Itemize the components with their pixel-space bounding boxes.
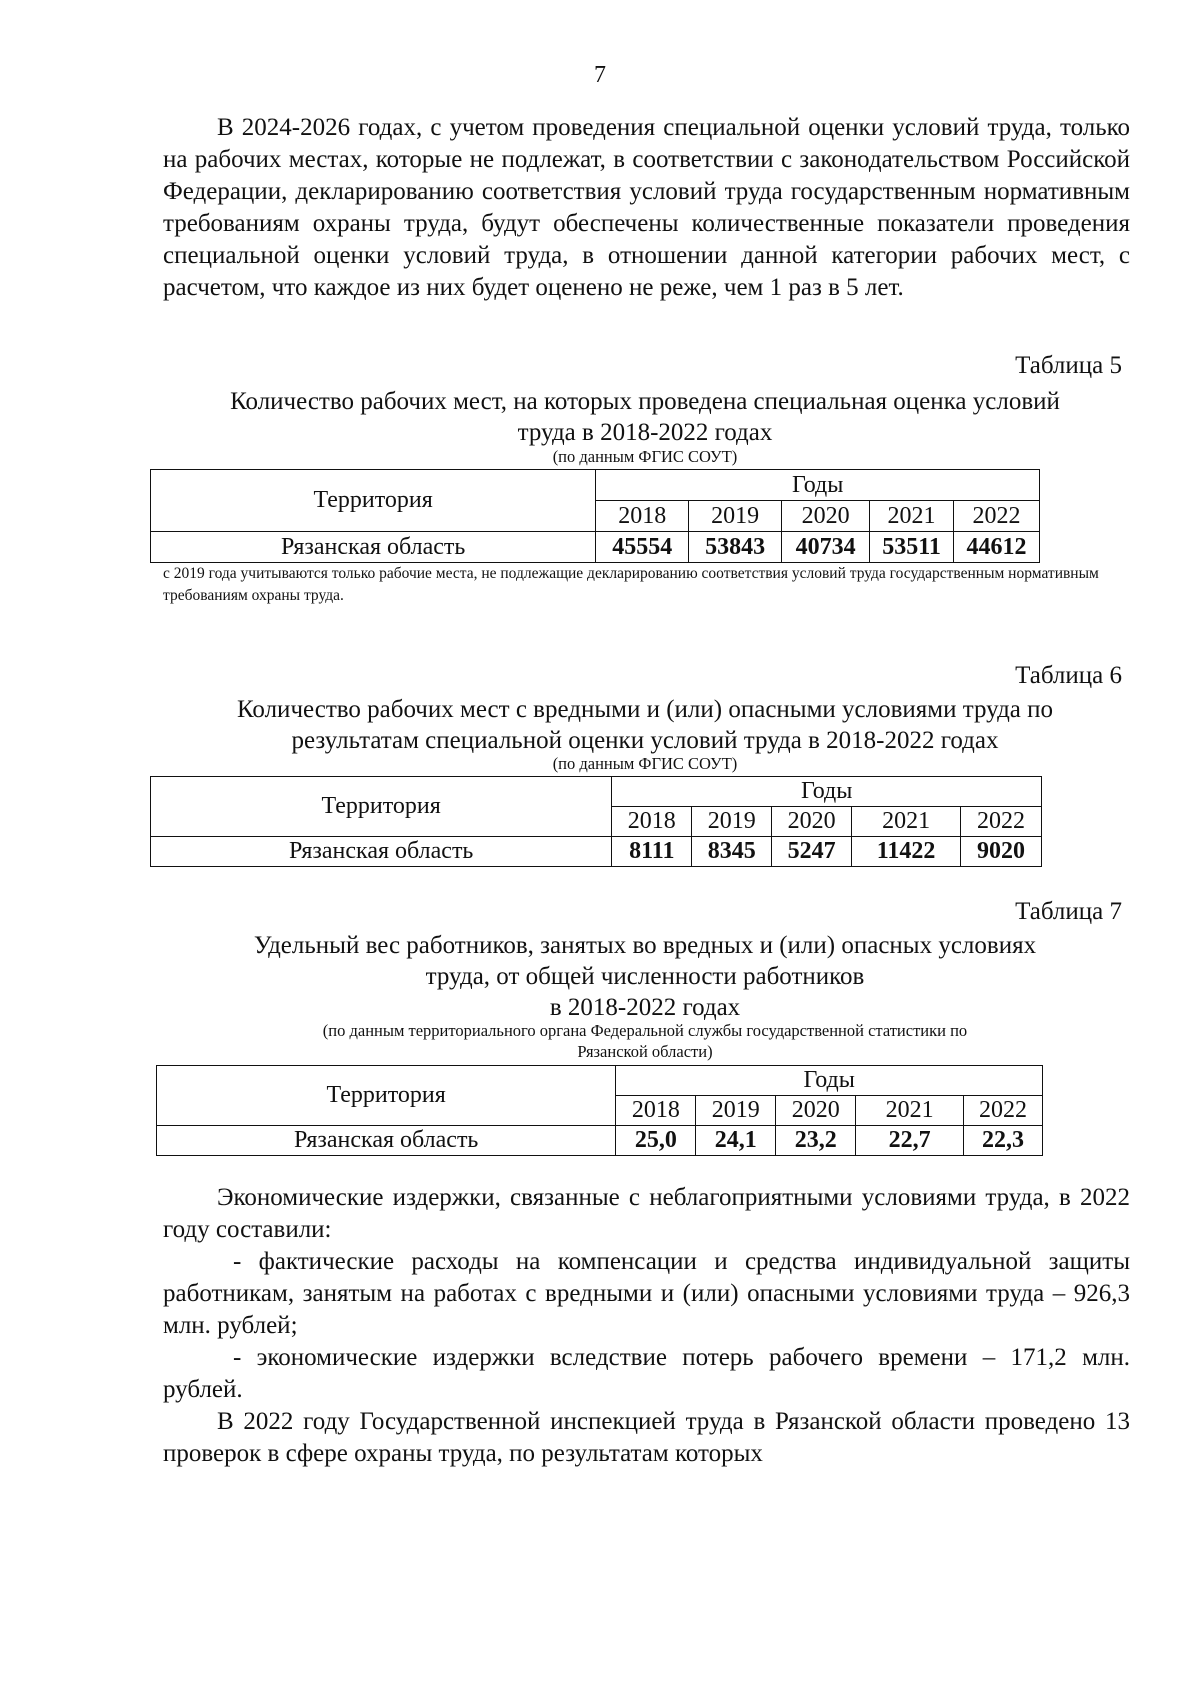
value-cell: 8345 bbox=[692, 837, 772, 867]
year-cell: 2022 bbox=[961, 807, 1042, 837]
table-7-title bbox=[150, 930, 1140, 1023]
table-7-source-line-1: (по данным территориального органа Федеральной службы государственной статистики по bbox=[322, 1021, 968, 1040]
year-cell: 2020 bbox=[782, 501, 870, 532]
value-cell: 25,0 bbox=[616, 1126, 696, 1156]
table-header-years: Годы bbox=[616, 1066, 1043, 1096]
row-name-cell: Рязанская область bbox=[157, 1126, 616, 1156]
value-cell: 11422 bbox=[852, 837, 961, 867]
page-number: 7 bbox=[594, 62, 606, 88]
year-cell: 2021 bbox=[856, 1096, 964, 1126]
value-cell: 22,3 bbox=[964, 1126, 1043, 1156]
table-header-territory: Территория bbox=[151, 777, 612, 837]
table-5 bbox=[150, 469, 1040, 563]
table-7 bbox=[156, 1065, 1043, 1156]
table-7-title-line-2: труда, от общей численности работников bbox=[425, 963, 865, 990]
table-6-source: (по данным ФГИС СОУТ) bbox=[552, 754, 738, 773]
inspection-paragraph: В 2022 году Государственной инспекцией труда в Рязанской области проведено 13 проверок в сфере охраны труда, по результатам которых bbox=[163, 1408, 1130, 1467]
table-7-label: Таблица 7 bbox=[1015, 898, 1122, 925]
table-header-territory: Территория bbox=[157, 1066, 616, 1126]
table-7-title-line-3: в 2018-2022 годах bbox=[549, 994, 741, 1021]
value-cell: 22,7 bbox=[856, 1126, 964, 1156]
year-cell: 2022 bbox=[954, 501, 1040, 532]
table-6-title-line-2: результатам специальной оценки условий труда в 2018-2022 годах bbox=[291, 727, 999, 754]
value-cell: 40734 bbox=[782, 532, 870, 563]
value-cell: 45554 bbox=[596, 532, 689, 563]
costs-item-lost-time: - экономические издержки вследствие потерь рабочего времени – 171,2 млн. рублей. bbox=[163, 1344, 1130, 1403]
table-7-title-line-1: Удельный вес работников, занятых во вредных и (или) опасных условиях bbox=[253, 932, 1037, 959]
year-cell: 2018 bbox=[612, 807, 692, 837]
year-cell: 2020 bbox=[772, 807, 852, 837]
row-name-cell: Рязанская область bbox=[151, 532, 596, 563]
table-header-years: Годы bbox=[596, 470, 1040, 501]
year-cell: 2018 bbox=[596, 501, 689, 532]
year-cell: 2021 bbox=[852, 807, 961, 837]
value-cell: 8111 bbox=[612, 837, 692, 867]
table-6-title-line-1: Количество рабочих мест с вредными и (или) опасными условиями труда по bbox=[236, 696, 1054, 723]
year-cell: 2022 bbox=[964, 1096, 1043, 1126]
year-cell: 2018 bbox=[616, 1096, 696, 1126]
table-5-source: (по данным ФГИС СОУТ) bbox=[552, 447, 738, 466]
value-cell: 53511 bbox=[870, 532, 954, 563]
table-6-title bbox=[150, 694, 1140, 756]
year-cell: 2021 bbox=[870, 501, 954, 532]
table-header-territory: Территория bbox=[151, 470, 596, 532]
costs-intro: Экономические издержки, связанные с неблагоприятными условиями труда, в 2022 году составили: bbox=[163, 1184, 1130, 1243]
table-6 bbox=[150, 776, 1042, 867]
year-cell: 2019 bbox=[692, 807, 772, 837]
value-cell: 5247 bbox=[772, 837, 852, 867]
table-6-label: Таблица 6 bbox=[1015, 662, 1122, 689]
table-5-title-line-1: Количество рабочих мест, на которых проведена специальная оценка условий bbox=[230, 388, 1060, 415]
table-header-years: Годы bbox=[612, 777, 1042, 807]
year-cell: 2019 bbox=[689, 501, 782, 532]
year-cell: 2019 bbox=[696, 1096, 776, 1126]
value-cell: 23,2 bbox=[776, 1126, 856, 1156]
table-5-note: с 2019 года учитываются только рабочие места, не подлежащие декларированию соответствия условий труда государственным нормативным требованиям охраны труда. bbox=[163, 565, 1099, 604]
value-cell: 44612 bbox=[954, 532, 1040, 563]
costs-item-compensation: - фактические расходы на компенсации и средства индивидуальной защиты работникам, занятым на работах с вредными и (или) опасными условиями труда – 926,3 млн. рублей; bbox=[163, 1248, 1130, 1339]
table-5-title-line-2: труда в 2018-2022 годах bbox=[517, 419, 773, 446]
value-cell: 24,1 bbox=[696, 1126, 776, 1156]
intro-paragraph: В 2024-2026 годах, с учетом проведения специальной оценки условий труда, только на рабочих местах, которые не подлежат, в соответствии с законодательством Российской Федерации, декларированию соответствия условий труда государственным нормативным требованиям охраны труда, будут обеспечены количественные показатели проведения специальной оценки условий труда, в отношении данной категории рабочих мест, с расчетом, что каждое из них будет оценено не реже, чем 1 раз в 5 лет. bbox=[163, 114, 1130, 301]
value-cell: 53843 bbox=[689, 532, 782, 563]
value-cell: 9020 bbox=[961, 837, 1042, 867]
row-name-cell: Рязанская область bbox=[151, 837, 612, 867]
table-5-label: Таблица 5 bbox=[1015, 352, 1122, 379]
table-5-title bbox=[150, 386, 1140, 448]
table-7-source bbox=[150, 1020, 1140, 1062]
table-7-source-line-2: Рязанской области) bbox=[577, 1042, 713, 1061]
year-cell: 2020 bbox=[776, 1096, 856, 1126]
